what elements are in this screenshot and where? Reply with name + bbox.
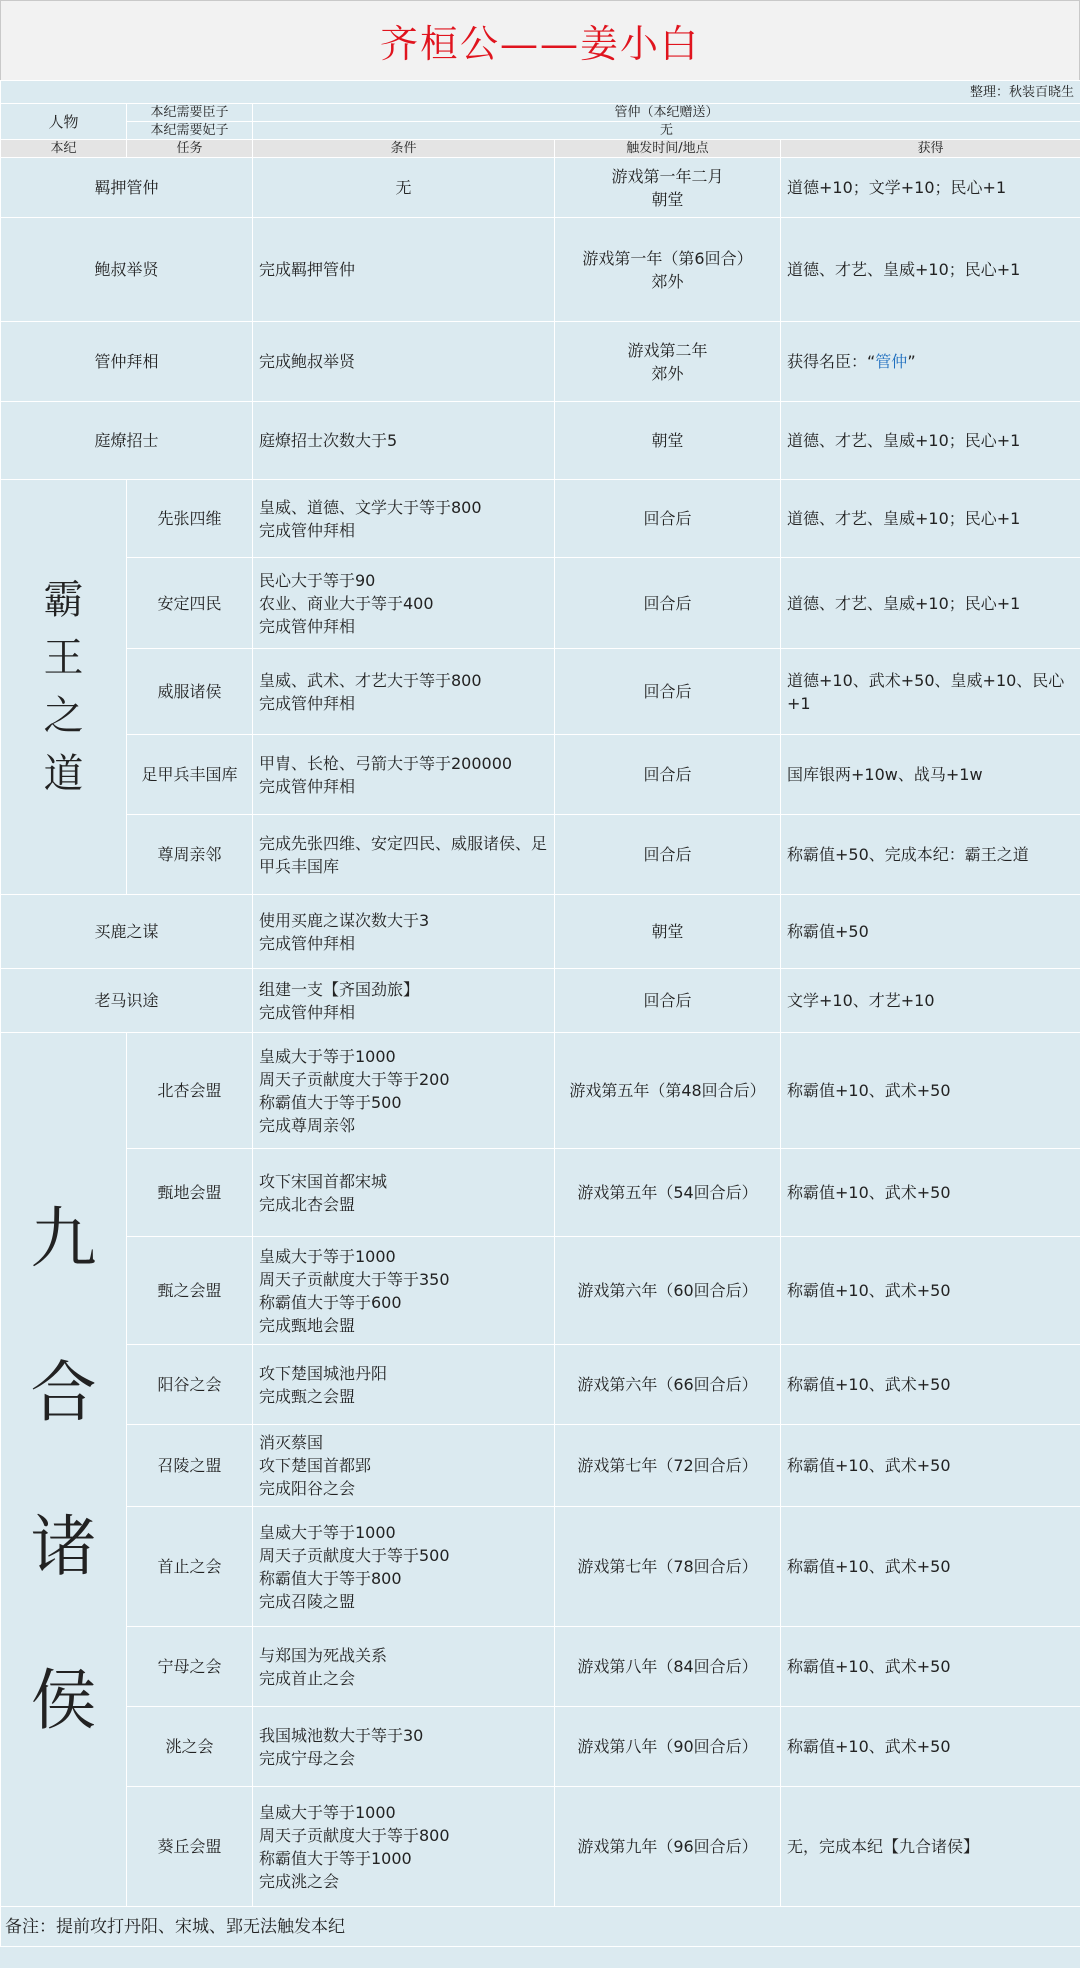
trigger-cell: 游戏第六年（60回合后） [555, 1237, 781, 1345]
task-name: 宁母之会 [127, 1627, 253, 1707]
reward-cell: 道德+10；文学+10；民心+1 [781, 158, 1080, 218]
footnote: 备注：提前攻打丹阳、宋城、郢无法触发本纪 [1, 1907, 1080, 1947]
chronicle-char: 道 [43, 751, 84, 797]
trigger-cell: 朝堂 [555, 402, 781, 480]
table-row [1, 1237, 1080, 1345]
task-name: 尊周亲邻 [127, 815, 253, 895]
reward-cell: 称霸值+10、武术+50 [781, 1237, 1080, 1345]
condition-cell: 皇威、道德、文学大于等于800 完成管仲拜相 [253, 480, 555, 558]
task-name: 甄之会盟 [127, 1237, 253, 1345]
condition-cell: 消灭蔡国 攻下楚国首都郢 完成阳谷之会 [253, 1425, 555, 1507]
table-row [1, 1787, 1080, 1907]
condition-cell: 组建一支【齐国劲旅】 完成管仲拜相 [253, 969, 555, 1033]
task-name: 召陵之盟 [127, 1425, 253, 1507]
table-row [1, 158, 1080, 218]
table-row [1, 558, 1080, 649]
page-title: 齐桓公——姜小白 [0, 0, 1080, 81]
condition-cell: 皇威大于等于1000 周天子贡献度大于等于800 称霸值大于等于1000 完成洮之会 [253, 1787, 555, 1907]
task-name: 老马识途 [1, 969, 253, 1033]
table-row [1, 1345, 1080, 1425]
need-minister-label: 本纪需要臣子 [127, 104, 253, 122]
condition-cell: 庭燎招士次数大于5 [253, 402, 555, 480]
trigger-cell: 回合后 [555, 649, 781, 735]
reward-cell: 称霸值+10、武术+50 [781, 1033, 1080, 1149]
minister-row [1, 104, 1080, 122]
trigger-cell: 回合后 [555, 558, 781, 649]
reward-cell: 道德、才艺、皇威+10；民心+1 [781, 480, 1080, 558]
task-name: 足甲兵丰国库 [127, 735, 253, 815]
reward-cell [781, 322, 1080, 402]
trigger-cell: 游戏第二年 郊外 [555, 322, 781, 402]
task-name: 管仲拜相 [1, 322, 253, 402]
reward-cell: 道德、才艺、皇威+10；民心+1 [781, 218, 1080, 322]
chronicle-char: 之 [43, 693, 84, 739]
note-row [1, 1907, 1080, 1947]
condition-cell: 无 [253, 158, 555, 218]
need-minister-value: 管仲（本纪赠送） [253, 104, 1080, 122]
reward-cell: 文学+10、才艺+10 [781, 969, 1080, 1033]
reward-cell: 称霸值+10、武术+50 [781, 1345, 1080, 1425]
reward-cell: 称霸值+50 [781, 895, 1080, 969]
task-name: 洮之会 [127, 1707, 253, 1787]
character-label: 人物 [1, 104, 127, 140]
condition-cell: 完成羁押管仲 [253, 218, 555, 322]
task-name: 先张四维 [127, 480, 253, 558]
trigger-cell: 游戏第七年（72回合后） [555, 1425, 781, 1507]
header-reward: 获得 [781, 140, 1080, 158]
chronicle-char: 诸 [30, 1507, 97, 1585]
reward-cell: 道德+10、武术+50、皇威+10、民心+1 [781, 649, 1080, 735]
reward-cell: 称霸值+10、武术+50 [781, 1707, 1080, 1787]
condition-cell: 攻下宋国首都宋城 完成北杏会盟 [253, 1149, 555, 1237]
trigger-cell: 游戏第六年（66回合后） [555, 1345, 781, 1425]
reward-suffix: ” [907, 352, 916, 371]
trigger-cell: 游戏第五年（54回合后） [555, 1149, 781, 1237]
task-name: 买鹿之谋 [1, 895, 253, 969]
table-row [1, 895, 1080, 969]
table-row [1, 1033, 1080, 1149]
condition-cell: 皇威大于等于1000 周天子贡献度大于等于200 称霸值大于等于500 完成尊周亲邻 [253, 1033, 555, 1149]
reward-cell: 称霸值+10、武术+50 [781, 1627, 1080, 1707]
table-row [1, 815, 1080, 895]
condition-cell: 使用买鹿之谋次数大于3 完成管仲拜相 [253, 895, 555, 969]
condition-cell: 与郑国为死战关系 完成首止之会 [253, 1627, 555, 1707]
header-trigger: 触发时间/地点 [555, 140, 781, 158]
trigger-cell: 游戏第五年（第48回合后） [555, 1033, 781, 1149]
consort-row [1, 122, 1080, 140]
task-name: 庭燎招士 [1, 402, 253, 480]
table-row [1, 218, 1080, 322]
reward-cell: 道德、才艺、皇威+10；民心+1 [781, 402, 1080, 480]
famous-minister-link: 管仲 [875, 352, 908, 371]
table-row [1, 402, 1080, 480]
header-row [1, 140, 1080, 158]
need-consort-value: 无 [253, 122, 1080, 140]
trigger-cell: 回合后 [555, 969, 781, 1033]
table-row [1, 1425, 1080, 1507]
condition-cell: 完成鲍叔举贤 [253, 322, 555, 402]
condition-cell: 皇威、武术、才艺大于等于800 完成管仲拜相 [253, 649, 555, 735]
trigger-cell: 游戏第八年（84回合后） [555, 1627, 781, 1707]
task-name: 威服诸侯 [127, 649, 253, 735]
reward-prefix: 获得名臣：“ [787, 352, 876, 371]
table-row [1, 1149, 1080, 1237]
table-row [1, 322, 1080, 402]
trigger-cell: 回合后 [555, 815, 781, 895]
trigger-cell: 游戏第九年（96回合后） [555, 1787, 781, 1907]
condition-cell: 皇威大于等于1000 周天子贡献度大于等于350 称霸值大于等于600 完成甄地会盟 [253, 1237, 555, 1345]
chronicle-char: 霸 [43, 577, 84, 623]
task-name: 甄地会盟 [127, 1149, 253, 1237]
reward-cell: 称霸值+10、武术+50 [781, 1425, 1080, 1507]
chronicle-char: 王 [43, 635, 84, 681]
task-name: 阳谷之会 [127, 1345, 253, 1425]
table-row [1, 649, 1080, 735]
trigger-cell: 游戏第一年二月 朝堂 [555, 158, 781, 218]
table-row [1, 1507, 1080, 1627]
condition-cell: 完成先张四维、安定四民、威服诸侯、足甲兵丰国库 [253, 815, 555, 895]
trigger-cell: 游戏第七年（78回合后） [555, 1507, 781, 1627]
condition-cell: 皇威大于等于1000 周天子贡献度大于等于500 称霸值大于等于800 完成召陵之盟 [253, 1507, 555, 1627]
condition-cell: 民心大于等于90 农业、商业大于等于400 完成管仲拜相 [253, 558, 555, 649]
trigger-cell: 游戏第八年（90回合后） [555, 1707, 781, 1787]
table-row [1, 1707, 1080, 1787]
reward-cell: 无，完成本纪【九合诸侯】 [781, 1787, 1080, 1907]
reward-cell: 道德、才艺、皇威+10；民心+1 [781, 558, 1080, 649]
trigger-cell: 回合后 [555, 480, 781, 558]
table-row [1, 480, 1080, 558]
reward-cell: 国库银两+10w、战马+1w [781, 735, 1080, 815]
trigger-cell: 回合后 [555, 735, 781, 815]
chronicle-char: 侯 [30, 1661, 97, 1739]
table-row [1, 969, 1080, 1033]
need-consort-label: 本纪需要妃子 [127, 122, 253, 140]
trigger-cell: 游戏第一年（第6回合） 郊外 [555, 218, 781, 322]
condition-cell: 甲胄、长枪、弓箭大于等于200000 完成管仲拜相 [253, 735, 555, 815]
trigger-cell: 朝堂 [555, 895, 781, 969]
chronicle-bawang [1, 480, 127, 895]
chronicle-jiuhe [1, 1033, 127, 1907]
reward-cell: 称霸值+10、武术+50 [781, 1149, 1080, 1237]
task-name: 首止之会 [127, 1507, 253, 1627]
task-name: 安定四民 [127, 558, 253, 649]
header-task: 任务 [127, 140, 253, 158]
credit: 整理：秋装百晓生 [1, 81, 1080, 104]
task-name: 北杏会盟 [127, 1033, 253, 1149]
credit-row [1, 81, 1080, 104]
header-chronicle: 本纪 [1, 140, 127, 158]
task-name: 葵丘会盟 [127, 1787, 253, 1907]
table-row [1, 1627, 1080, 1707]
task-name: 羁押管仲 [1, 158, 253, 218]
chronicle-table [0, 80, 1080, 1947]
condition-cell: 我国城池数大于等于30 完成宁母之会 [253, 1707, 555, 1787]
chronicle-char: 合 [30, 1353, 97, 1431]
task-name: 鲍叔举贤 [1, 218, 253, 322]
reward-cell: 称霸值+10、武术+50 [781, 1507, 1080, 1627]
reward-cell: 称霸值+50、完成本纪：霸王之道 [781, 815, 1080, 895]
condition-cell: 攻下楚国城池丹阳 完成甄之会盟 [253, 1345, 555, 1425]
table-row [1, 735, 1080, 815]
chronicle-char: 九 [30, 1199, 97, 1277]
header-condition: 条件 [253, 140, 555, 158]
